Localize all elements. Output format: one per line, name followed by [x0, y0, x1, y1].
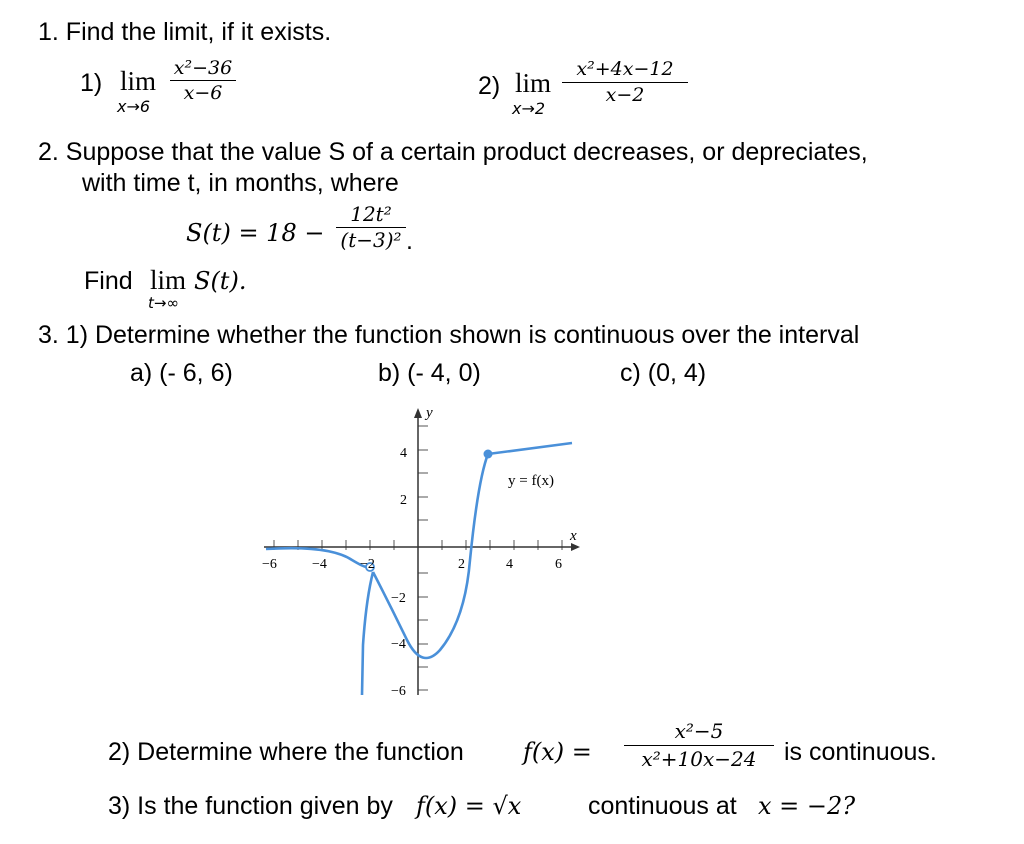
q2-lim-sub: t→∞ — [148, 294, 179, 312]
x-axis-label: x — [570, 528, 577, 544]
q1-part1-lim-sub: x→6 — [117, 97, 151, 116]
curve-middle-branch — [373, 454, 488, 658]
q2-formula-end: . — [406, 227, 413, 255]
q1-heading: 1. Find the limit, if it exists. — [38, 18, 332, 46]
q2-line1: 2. Suppose that the value S of a certain product decreases, or depreciates, — [38, 138, 868, 166]
x-tick-label: −4 — [312, 557, 327, 572]
q3-part2-fx: f(x) = — [523, 738, 592, 766]
x-axis-arrow-icon — [571, 543, 580, 551]
q1-part1-label: 1) — [80, 69, 103, 97]
q3-part3-text: 3) Is the function given by — [108, 792, 393, 820]
q1-part2-label: 2) — [478, 72, 501, 100]
q2-lim: lim — [150, 265, 187, 295]
q3-part2-fraction — [624, 718, 774, 773]
y-tick-label: −2 — [391, 591, 406, 606]
q1-part2-den: x−2 — [605, 84, 645, 106]
q2-line2: with time t, in months, where — [82, 169, 399, 197]
q2-formula-num: 12t² — [350, 202, 392, 226]
q3-option-b: b) (- 4, 0) — [378, 359, 481, 387]
q3-part2-end: is continuous. — [784, 738, 937, 766]
q2-find: Find — [84, 267, 133, 295]
q3-option-c: c) (0, 4) — [620, 359, 707, 387]
y-tick-label: 4 — [400, 446, 407, 461]
q3-part2-den: x²+10x−24 — [641, 747, 757, 771]
q3-part2-num: x²−5 — [674, 719, 724, 743]
y-axis-ticks — [418, 426, 428, 690]
x-tick-label: 4 — [506, 557, 513, 572]
q1-part1-num: x²−36 — [173, 57, 233, 79]
q3-part3-mid: continuous at — [588, 792, 737, 820]
q1-part2-num: x²+4x−12 — [576, 58, 674, 80]
y-axis-arrow-icon — [414, 408, 422, 418]
q1-part2-lim-sub: x→2 — [512, 99, 546, 118]
q3-option-a: a) (- 6, 6) — [130, 359, 233, 387]
curve-right-branch — [488, 443, 572, 454]
x-tick-label: 2 — [458, 557, 465, 572]
q2-formula-den: (t−3)² — [340, 228, 402, 252]
q2-formula-lhs: S(t) = 18 − — [186, 219, 325, 247]
q3-part2-text: 2) Determine where the function — [108, 738, 464, 766]
q2-lim-expr: S(t). — [194, 267, 247, 295]
y-tick-label: −6 — [391, 684, 406, 699]
x-tick-label: −6 — [262, 557, 277, 572]
x-tick-label: 6 — [555, 557, 562, 572]
q3-part3-fx: f(x) = √x — [416, 792, 522, 820]
q3-line1: 3. 1) Determine whether the function shown is continuous over the interval — [38, 321, 860, 349]
function-label: y = f(x) — [508, 473, 554, 489]
y-tick-label: −4 — [391, 637, 406, 652]
q1-part1-lim: lim — [120, 66, 157, 96]
closed-point — [484, 450, 493, 459]
q1-part1-den: x−6 — [183, 82, 223, 104]
q3-part3-at: x = −2? — [758, 792, 856, 820]
q1-part2-lim: lim — [515, 68, 552, 98]
y-axis-label: y — [426, 405, 433, 421]
curve-asymptote-branch — [362, 572, 373, 695]
y-tick-label: 2 — [400, 493, 407, 508]
x-tick-label: −2 — [360, 557, 375, 572]
